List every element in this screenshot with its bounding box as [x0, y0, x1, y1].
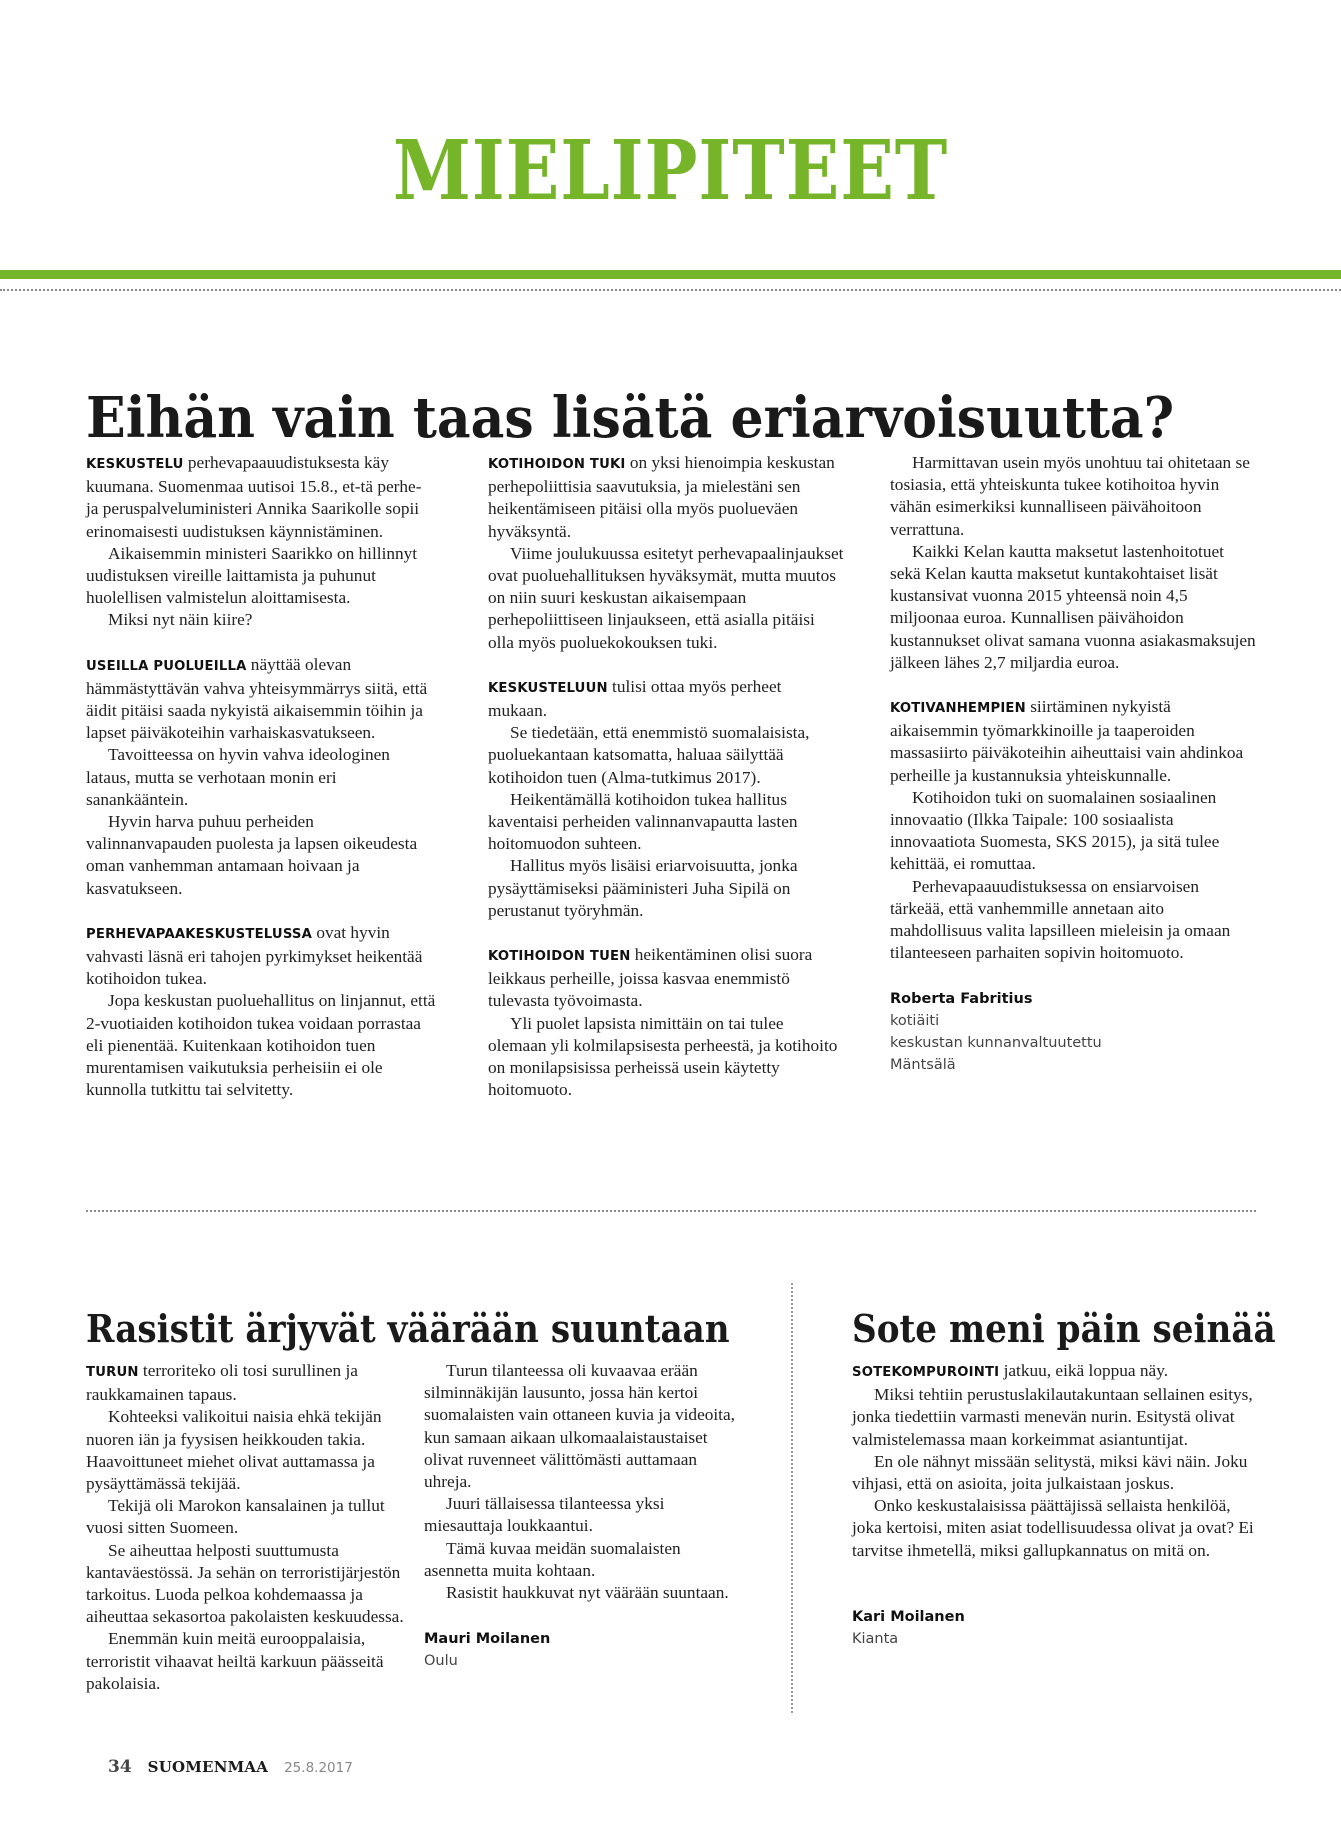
paragraph: [890, 452, 1256, 541]
paragraph: [852, 1495, 1256, 1562]
paragraph-text: Yli puolet lapsista nimittäin on tai tulee olemaan yli kolmilapsisesta perheestä, ja kotihoito on monilapsisissa perheissä usein käytetty hoitomuoto.: [488, 1013, 838, 1100]
paragraph: [424, 1360, 744, 1493]
publication-name: SUOMENMAA: [147, 1758, 269, 1776]
paragraph: [86, 1628, 408, 1695]
author-name: Kari Moilanen: [852, 1608, 965, 1625]
paragraph-lead: [86, 1360, 408, 1406]
paragraph: [86, 1495, 408, 1539]
paragraph-text: Rasistit haukkuvat nyt väärään suuntaan.: [446, 1583, 729, 1603]
paragraph-kicker: KESKUSTELU: [86, 457, 184, 472]
dotted-divider-middle: [86, 1210, 1256, 1212]
paragraph-kicker: KOTIHOIDON TUKI: [488, 457, 626, 472]
paragraph: [890, 876, 1256, 965]
paragraph-text: jatkuu, eikä loppua näy.: [999, 1361, 1169, 1380]
paragraph-text: Tavoitteessa on hyvin vahva ideologinen lataus, mutta se verhotaan monin eri sanankääntein.: [86, 745, 390, 809]
page-number: 34: [108, 1757, 132, 1777]
paragraph: [890, 541, 1256, 674]
paragraph: [488, 855, 844, 922]
author-name: Mauri Moilanen: [424, 1631, 551, 1648]
paragraph-lead: [852, 1360, 1256, 1384]
paragraph-text: heikentäminen olisi suora leikkaus perheille, joissa kasvaa enemmistö tulevasta työvoimasta.: [488, 945, 813, 1011]
paragraph: [86, 990, 436, 1101]
article-2-headline: Rasistit ärjyvät väärään suuntaan: [86, 1305, 730, 1351]
paragraph: [86, 543, 436, 610]
paragraph-text: Kaikki Kelan kautta maksetut lastenhoitotuet sekä Kelan kautta maksetut kuntakohtaiset lisät kustansivat vuonna 2015 yhteensä noin 4,5 miljoonaa euroa. Kunnallisen päivähoidon kustannukset olivat samana vuonna asiakasmaksujen jälkeen lähes 2,7 miljardia euroa.: [890, 541, 1256, 672]
author-name: Roberta Fabritius: [890, 991, 1033, 1008]
paragraph-text: ovat hyvin vahvasti läsnä eri tahojen pyrkimykset heikentää kotihoidon tukea.: [86, 922, 423, 989]
paragraph: [852, 1384, 1256, 1451]
paragraph-text: terroriteko oli tosi surullinen ja raukkamainen tapaus.: [86, 1361, 358, 1405]
paragraph-text: tulisi ottaa myös perheet mukaan.: [488, 676, 782, 721]
paragraph-text: Aikaisemmin ministeri Saarikko on hillinnyt uudistuksen vireille laittamista ja puhunut huolellisen valmistelun aloittamisesta.: [86, 543, 418, 608]
paragraph: [424, 1582, 744, 1604]
paragraph-text: Onko keskustalaisissa päättäjissä sellaista henkilöä, joka kertoisi, miten asiat todellisuudessa olivat ja ovat? Ei tarvitse ihmetellä, miksi gallupkannatus on mitä on.: [852, 1496, 1254, 1560]
paragraph: [488, 722, 844, 789]
paragraph-lead: [86, 452, 436, 543]
paragraph-text: Hyvin harva puhuu perheiden valinnanvapauden puolesta ja lapsen oikeudesta oman vanhemman antamaan hoivaan ja kasvatukseen.: [86, 812, 418, 898]
paragraph-text: Harmittavan usein myös unohtuu tai ohitetaan se tosiasia, että yhteiskunta tukee kotihoitoa hyvin vähän esimerkiksi kunnalliseen päivähoitoon verrattuna.: [890, 453, 1250, 539]
author-detail: keskustan kunnanvaltuutettu: [890, 1035, 1102, 1052]
paragraph: [86, 744, 436, 811]
section-title: MIELIPITEET: [392, 123, 949, 219]
author-detail: Kianta: [852, 1630, 899, 1647]
vertical-dotted-divider: [791, 1283, 793, 1713]
paragraph-lead: [488, 676, 844, 722]
paragraph-text: Enemmän kuin meitä eurooppalaisia, terroristit vihaavat heiltä karkuun päässeitä pakolaisia.: [86, 1629, 384, 1693]
paragraph-kicker: KESKUSTELUUN: [488, 680, 608, 696]
paragraph-text: Perhevapaauudistuksessa on ensiarvoisen tärkeää, että vanhemmille annetaan aito mahdollisuus valita lapsilleen mieleisin ja omaan tilanteeseen parhaiten sopivin hoitomuoto.: [890, 876, 1231, 963]
paragraph-text: on yksi hienoimpia keskustan perhepoliittisia saavutuksia, ja mielestäni sen heikentämiseen pitäisi olla myös puolueväen hyväksyntä.: [488, 453, 835, 541]
paragraph-text: Se aiheuttaa helposti suuttumusta kantaväestössä. Ja sehän on terroristijärjestön tarkoitus. Luoda pelkoa kohdemaassa ja aiheuttaa sekasortoa pakolaisten keskuudessa.: [86, 1540, 404, 1627]
author-detail: Mäntsälä: [890, 1057, 956, 1074]
paragraph: [86, 1406, 408, 1495]
main-article-column-1: [86, 452, 436, 1101]
paragraph: [86, 609, 436, 631]
issue-date: 25.8.2017: [284, 1760, 353, 1776]
paragraph-text: Juuri tällaisessa tilanteessa yksi miesauttaja loukkaantui.: [424, 1494, 665, 1536]
article-2-column-2: [424, 1360, 744, 1672]
paragraph-text: Turun tilanteessa oli kuvaavaa erään silminnäkijän lausunto, jossa hän kertoi suomalaisten vain ottaneen kuvia ja videoita, kun samaan aikaan ulkomaalaistaustaiset olivat ruvenneet välittömästi auttamaan uhreja.: [424, 1361, 735, 1492]
author-signature: [890, 988, 1256, 1076]
article-3-column-1: [852, 1360, 1256, 1650]
paragraph: [488, 1013, 844, 1102]
paragraph: [424, 1493, 744, 1537]
paragraph-text: Tämä kuvaa meidän suomalaisten asennetta muita kohtaan.: [424, 1538, 681, 1580]
paragraph: [424, 1538, 744, 1582]
paragraph: [86, 1540, 408, 1629]
paragraph-lead: [890, 696, 1256, 787]
paragraph-text: Miksi nyt näin kiire?: [108, 610, 253, 630]
paragraph-kicker: PERHEVAPAAKESKUSTELUSSA: [86, 926, 313, 942]
article-2-column-1: [86, 1360, 408, 1695]
section-divider-bar: [0, 270, 1341, 279]
paragraph-kicker: KOTIVANHEMPIEN: [890, 701, 1026, 717]
paragraph-text: Heikentämällä kotihoidon tukea hallitus kaventaisi perheiden valinnanvapautta lasten hoitomuodon suhteen.: [488, 789, 798, 854]
paragraph-text: siirtäminen nykyistä aikaisemmin työmarkkinoille ja taaperoiden massasiirto päiväkoteihin aiheuttaisi vain ahdinkoa perheille ja kustannuksia yhteiskunnalle.: [890, 697, 1244, 785]
author-signature: [852, 1606, 1256, 1650]
paragraph-lead: [86, 654, 436, 745]
paragraph-lead: [488, 452, 844, 543]
author-detail: Oulu: [424, 1653, 458, 1670]
paragraph-lead: [86, 922, 436, 991]
paragraph-text: Hallitus myös lisäisi eriarvoisuutta, jonka pysäyttämiseksi pääministeri Juha Sipilä on perustanut työryhmän.: [488, 856, 798, 920]
paragraph-text: Kotihoidon tuki on suomalainen sosiaalinen innovaatio (Ilkka Taipale: 100 sosiaalista innovaatiota Suomesta, SKS 2015), ja sitä tulee kehittää, ei romuttaa.: [890, 787, 1220, 874]
paragraph-lead: [488, 944, 844, 1013]
author-detail: kotiäiti: [890, 1013, 940, 1030]
paragraph-text: Miksi tehtiin perustuslakilautakuntaan sellainen esitys, jonka tiedettiin varmasti menevän nurin. Esitystä olivat valmistelemassa maan korkeimmat asiantuntijat.: [852, 1385, 1253, 1449]
author-signature: [424, 1628, 744, 1672]
dotted-divider: [0, 289, 1341, 291]
paragraph-text: näyttää olevan hämmästyttävän vahva yhteisymmärrys siitä, että äidit pitäisi saada nykyistä aikaisemmin töihin ja lapset päiväkoteihin varhaiskasvatukseen.: [86, 654, 428, 743]
page-footer: [108, 1757, 353, 1777]
main-article-column-3: [890, 452, 1256, 1076]
paragraph: [86, 811, 436, 900]
paragraph-text: Jopa keskustan puoluehallitus on linjannut, että 2-vuotiaiden kotihoidon tukea voidaan porrastaa eli pienentää. Kuitenkaan kotihoidon tuen murentamisen vaikutuksia perheisiin ei ole kunnolla tutkittu tai selvitetty.: [86, 991, 436, 1100]
paragraph-text: En ole nähnyt missään selitystä, miksi kävi näin. Joku vihjasi, että on asioita, joita julkaistaan joskus.: [852, 1451, 1248, 1494]
paragraph-kicker: KOTIHOIDON TUEN: [488, 949, 631, 965]
paragraph-text: Kohteeksi valikoitui naisia ehkä tekijän nuoren iän ja fyysisen heikkouden takia. Haavoittuneet miehet olivat auttamassa ja pysäyttämässä tekijää.: [86, 1407, 382, 1494]
paragraph: [890, 787, 1256, 876]
article-3-headline: Sote meni päin seinää: [852, 1305, 1276, 1351]
paragraph: [488, 543, 844, 654]
paragraph-text: Viime joulukuussa esitetyt perhevapaalinjaukset ovat puoluehallituksen hyväksymät, mutta muutos on niin suuri keskustan aikaisempaan perhepoliittiseen linjaukseen, että asialla pitäisi olla myös puoluekokouksen tuki.: [488, 543, 844, 652]
paragraph-kicker: TURUN: [86, 1365, 139, 1380]
paragraph-kicker: USEILLA PUOLUEILLA: [86, 658, 247, 674]
paragraph-text: Tekijä oli Marokon kansalainen ja tullut vuosi sitten Suomeen.: [86, 1496, 385, 1538]
paragraph-text: Se tiedetään, että enemmistö suomalaisista, puoluekantaan katsomatta, haluaa säilyttää kotihoidon tuen (Alma-tutkimus 2017).: [488, 723, 810, 787]
paragraph-kicker: SOTEKOMPUROINTI: [852, 1365, 1000, 1380]
main-article-headline: Eihän vain taas lisätä eriarvoisuutta?: [86, 384, 1175, 451]
paragraph: [852, 1451, 1256, 1495]
paragraph: [488, 789, 844, 856]
main-article-column-2: [488, 452, 844, 1101]
paragraph-text: perhevapaauudistuksesta käy kuumana. Suomenmaa uutisoi 15.8., et-tä perhe- ja peruspalveluministeri Annika Saarikolle sopii erinomaisesti uudistuksen käynnistäminen.: [86, 453, 422, 541]
